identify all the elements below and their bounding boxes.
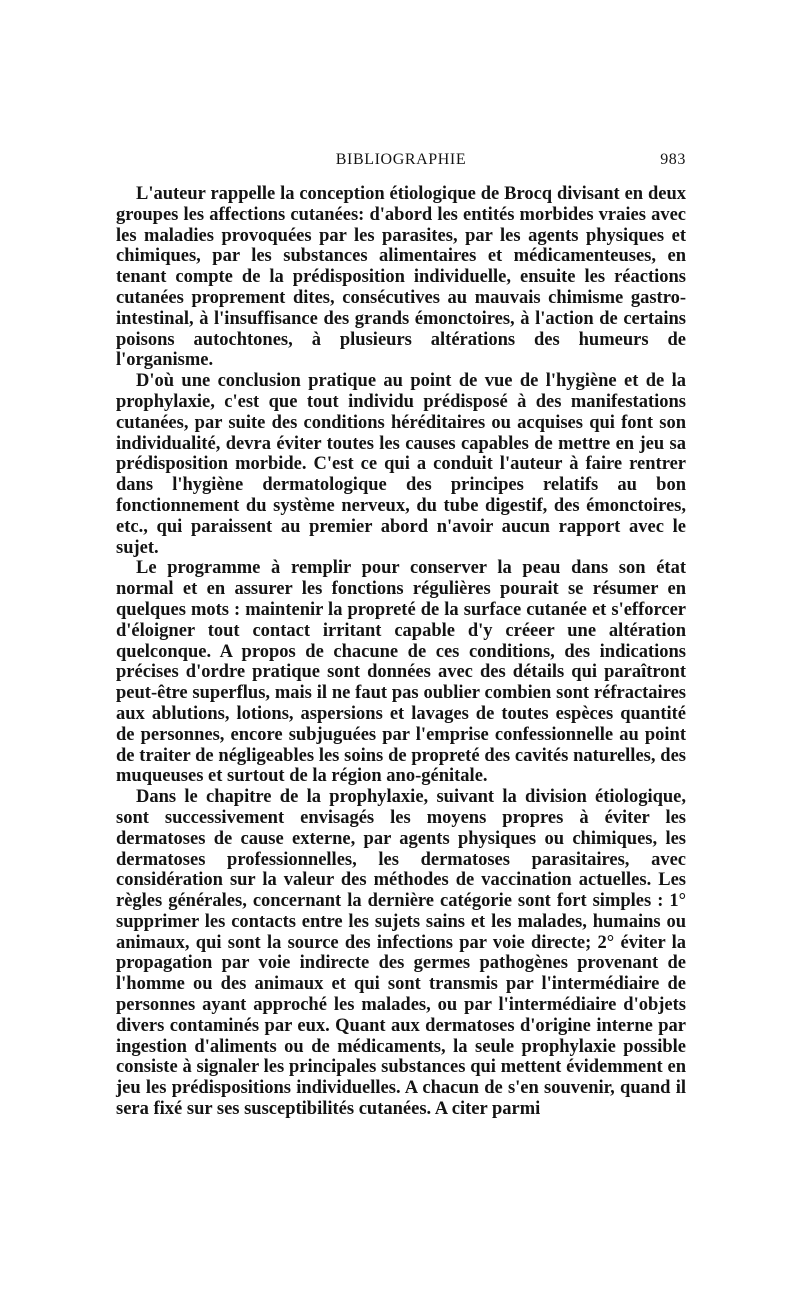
running-head xyxy=(116,151,686,173)
running-title: BIBLIOGRAPHIE xyxy=(335,151,467,168)
paragraph-program: Le programme à remplir pour conserver la peau dans son état normal et en assurer les fonctions régulières pourait se résumer en quelques mots : maintenir la propreté de la surface cutanée et s'efforcer d'éloigner tout contact irritant capable d'y créeer une altération quelconque. A propos de chacune de ces conditions, des indications précises d'ordre pratique sont données avec des détails qui paraîtront peut-être superflus, mais il ne faut pas oublier combien sont réfractaires aux ablutions, lotions, aspersions et lavages de toutes espèces quantité de personnes, encore subjuguées par l'emprise confessionnelle au point de traiter de négligeables les soins de propreté des cavités naturelles, des muqueuses et surtout de la région ano-génitale. xyxy=(116,558,686,787)
paragraph-prophylaxis: Dans le chapitre de la prophylaxie, suivant la division étiologique, sont successivement envisagés les moyens propres à éviter les dermatoses de cause externe, par agents physiques ou chimiques, les dermatoses professionnelles, les dermatoses parasitaires, avec considération sur la valeur des méthodes de vaccination actuelles. Les règles générales, concernant la dernière catégorie sont fort simples : 1° supprimer les contacts entre les sujets sains et les malades, humains ou animaux, qui sont la source des infections par voie directe; 2° éviter la propagation par voie indirecte des germes pathogènes provenant de l'homme ou des animaux et qui sont transmis par l'intermédiaire de personnes ayant approché les malades, ou par l'intermédiaire d'objets divers contaminés par eux. Quant aux dermatoses d'origine interne par ingestion d'aliments ou de médicaments, la seule prophylaxie possible consiste à signaler les principales substances qui mettent évidemment en jeu les prédispositions individuelles. A chacun de s'en souvenir, quand il sera fixé sur ses susceptibilités cutanées. A citer parmi xyxy=(116,787,686,1120)
paragraph-etiology: L'auteur rappelle la conception étiologique de Brocq divisant en deux groupes les affections cutanées: d'abord les entités morbides vraies avec les maladies provoquées par les parasites, par les agents physiques et chimiques, par les substances alimentaires et médicamenteuses, en tenant compte de la prédisposition individuelle, ensuite les réactions cutanées proprement dites, consécutives au mauvais chimisme gastro-intestinal, à l'insuffisance des grands émonctoires, à l'action de certains poisons autochtones, à plusieurs altérations des humeurs de l'organisme. xyxy=(116,184,686,371)
paragraph-practical-conclusion: D'où une conclusion pratique au point de vue de l'hygiène et de la prophylaxie, c'est que tout individu prédisposé à des manifestations cutanées, par suite des conditions héréditaires ou acquises qui font son individualité, devra éviter toutes les causes capables de mettre en jeu sa prédisposition morbide. C'est ce qui a conduit l'auteur à faire rentrer dans l'hygiène dermatologique des principes relatifs au bon fonctionnement du système nerveux, du tube digestif, des émonctoires, etc., qui paraissent au premier abord n'avoir aucun rapport avec le sujet. xyxy=(116,371,686,558)
body-text xyxy=(116,184,686,1120)
page-number: 983 xyxy=(660,151,686,168)
